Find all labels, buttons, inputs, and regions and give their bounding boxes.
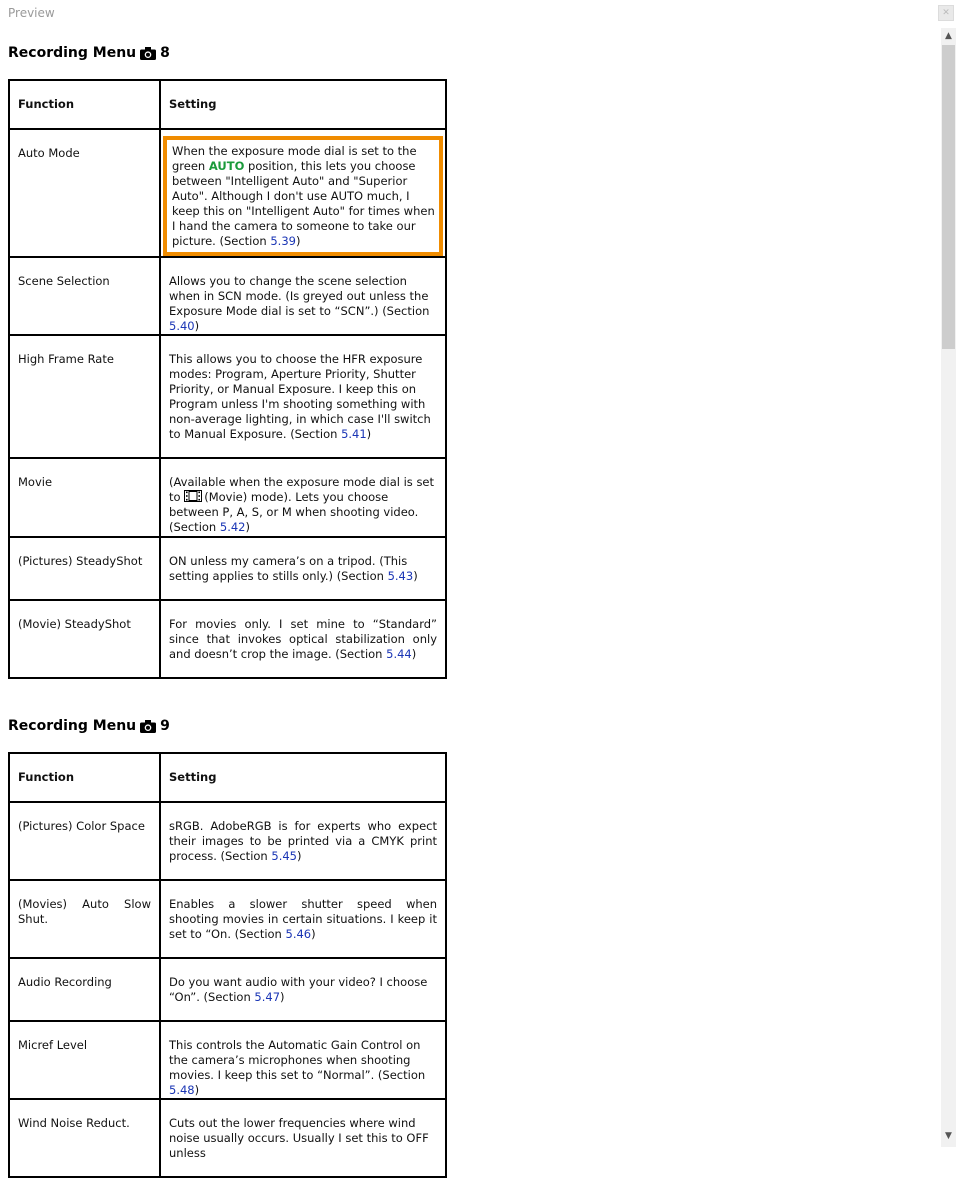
setting-header: Setting xyxy=(160,753,446,802)
vertical-scrollbar[interactable] xyxy=(941,28,956,1147)
section-number: 9 xyxy=(160,718,170,734)
section-title-text: Recording Menu xyxy=(8,45,137,61)
function-header: Function xyxy=(9,753,160,802)
section-link[interactable]: 5.39 xyxy=(270,234,296,248)
scroll-up-arrow-icon[interactable]: ▲ xyxy=(945,31,952,41)
auto-label: AUTO xyxy=(208,159,245,173)
function-cell: High Frame Rate xyxy=(9,335,160,458)
function-cell: (Movies) Auto Slow Shut. xyxy=(9,880,160,958)
table-row xyxy=(9,335,446,458)
section-title-8 xyxy=(8,45,170,61)
table-row xyxy=(9,600,446,678)
table-row xyxy=(9,880,446,958)
setting-cell: Cuts out the lower frequencies where wind noise usually occurs. Usually I set this to OFF unless xyxy=(160,1099,446,1177)
camera-icon xyxy=(140,720,156,733)
table-row xyxy=(9,129,446,257)
function-cell: Audio Recording xyxy=(9,958,160,1021)
setting-cell: Enables a slower shutter speed when shooting movies in certain situations. I keep it set to “On. (Section 5.46) xyxy=(160,880,446,958)
setting-cell: (Available when the exposure mode dial is set to (Movie) mode). Lets you choose between P, A, S, or M when shooting video. (Section 5.42) xyxy=(160,458,446,537)
section-link[interactable]: 5.48 xyxy=(169,1083,195,1097)
function-cell: (Movie) SteadyShot xyxy=(9,600,160,678)
setting-cell: Do you want audio with your video? I choose “On”. (Section 5.47) xyxy=(160,958,446,1021)
table-row xyxy=(9,257,446,335)
setting-cell: sRGB. AdobeRGB is for experts who expect their images to be printed via a CMYK print process. (Section 5.45) xyxy=(160,802,446,880)
setting-cell: Allows you to change the scene selection when in SCN mode. (Is greyed out unless the Exposure Mode dial is set to “SCN”.) (Section 5.40) xyxy=(160,257,446,335)
setting-cell: For movies only. I set mine to “Standard” since that invokes optical stabilization only and doesn’t crop the image. (Section 5.44) xyxy=(160,600,446,678)
section-link[interactable]: 5.44 xyxy=(386,647,412,661)
section-title-text: Recording Menu xyxy=(8,718,137,734)
section-link[interactable]: 5.40 xyxy=(169,319,195,333)
table-row xyxy=(9,1021,446,1099)
section-link[interactable]: 5.41 xyxy=(341,427,367,441)
section-link[interactable]: 5.47 xyxy=(254,990,281,1004)
table-header-row xyxy=(9,753,446,802)
table-row xyxy=(9,958,446,1021)
function-cell: Auto Mode xyxy=(9,129,160,257)
section-link[interactable]: 5.46 xyxy=(285,927,312,941)
window-title: Preview xyxy=(8,6,55,20)
function-cell: (Pictures) Color Space xyxy=(9,802,160,880)
section-link[interactable]: 5.42 xyxy=(219,520,246,534)
table-header-row xyxy=(9,80,446,129)
function-cell: Micref Level xyxy=(9,1021,160,1099)
function-cell: (Pictures) SteadyShot xyxy=(9,537,160,600)
table-row xyxy=(9,458,446,537)
film-icon xyxy=(184,490,202,502)
camera-icon xyxy=(140,47,156,60)
section-title-9 xyxy=(8,718,170,734)
section-link[interactable]: 5.43 xyxy=(387,569,414,583)
function-cell: Wind Noise Reduct. xyxy=(9,1099,160,1177)
table-row xyxy=(9,1099,446,1177)
table-row xyxy=(9,537,446,600)
setting-cell: This controls the Automatic Gain Control on the camera’s microphones when shooting movies. I keep this set to “Normal”. (Section 5.48) xyxy=(160,1021,446,1099)
scroll-down-arrow-icon[interactable]: ▼ xyxy=(945,1131,952,1141)
section-number: 8 xyxy=(160,45,170,61)
recording-menu-8-table xyxy=(8,79,447,679)
setting-cell: This allows you to choose the HFR exposure modes: Program, Aperture Priority, Shutter Priority, or Manual Exposure. I keep this on Program unless I'm shooting something with non-average lighting, in which case I'll switch to Manual Exposure. (Section 5.41) xyxy=(160,335,446,458)
table-row xyxy=(9,802,446,880)
scroll-thumb[interactable] xyxy=(942,45,955,349)
function-cell: Movie xyxy=(9,458,160,537)
function-header: Function xyxy=(9,80,160,129)
section-link[interactable]: 5.45 xyxy=(271,849,297,863)
setting-header: Setting xyxy=(160,80,446,129)
setting-cell xyxy=(160,129,446,257)
close-icon[interactable]: ✕ xyxy=(938,5,954,21)
setting-cell: ON unless my camera’s on a tripod. (This setting applies to stills only.) (Section 5.43) xyxy=(160,537,446,600)
recording-menu-9-table xyxy=(8,752,447,1178)
highlighted-setting: When the exposure mode dial is set to the green AUTO position, this lets you choose between "Intelligent Auto" and "Superior Auto". Although I don't use AUTO much, I keep this on "Intelligent Auto" for times when I hand the camera to someone to take our picture. (Section 5.39) xyxy=(163,136,443,256)
function-cell: Scene Selection xyxy=(9,257,160,335)
